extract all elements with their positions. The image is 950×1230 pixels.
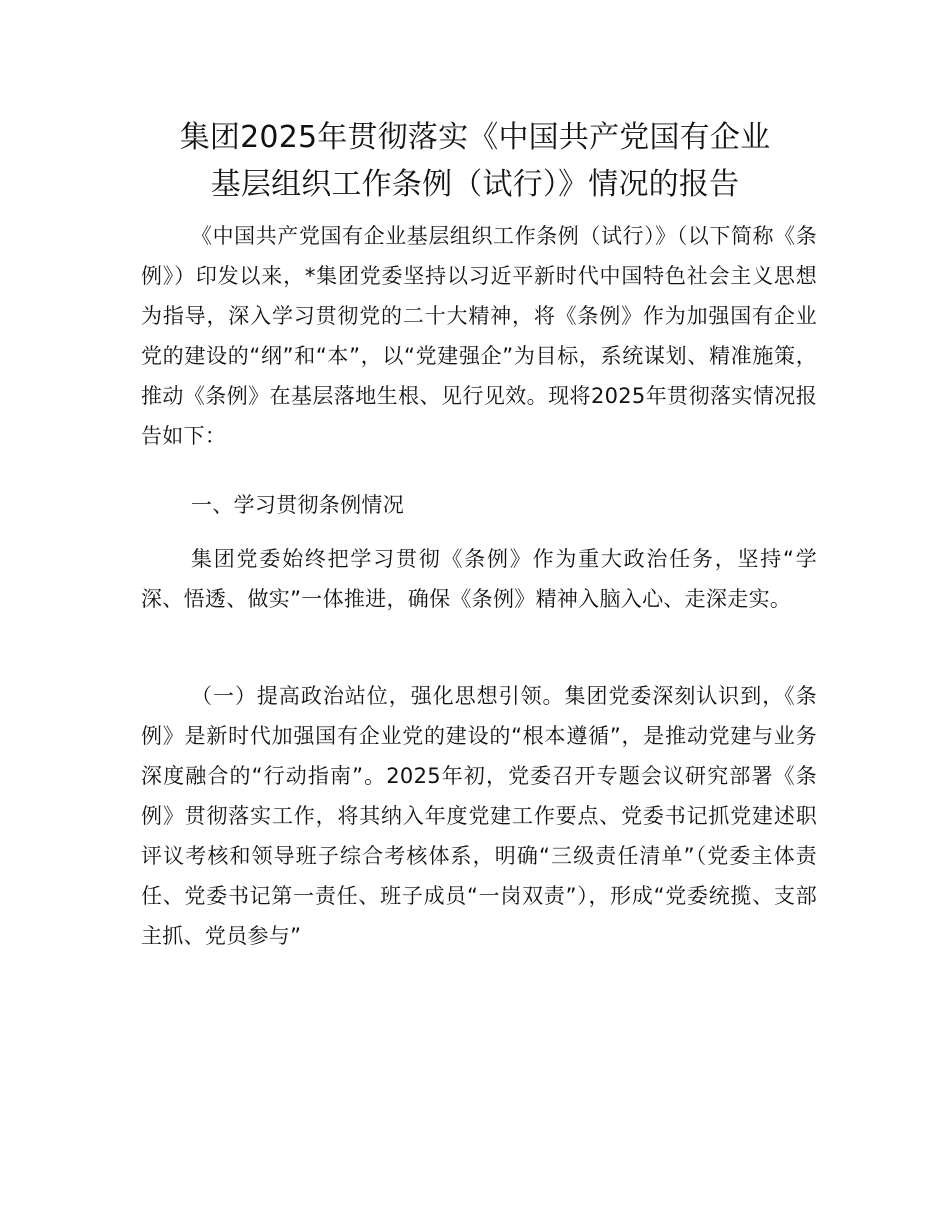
section-heading: 一、学习贯彻条例情况 — [191, 493, 404, 517]
document-title — [120, 114, 830, 208]
title-line-1: 集团2025年贯彻落实《中国共产党国有企业 — [179, 120, 771, 155]
paragraph-subsection-1: （一）提高政治站位，强化思想引领。集团党委深刻认识到，《条例》是新时代加强国有企业党的建设的“根本遵循”，是推动党建与业务深度融合的“行动指南”。2025年初，党委召开专题会议研究部署《条例》贯彻落实工作，将其纳入年度党建工作要点、党委书记抓党建述职评议考核和领导班子综合考核体系，明确“三级责任清单”（党委主体责任、党委书记第一责任、班子成员“一岗双责”），形成“党委统揽、支部主抓、党员参与” — [141, 684, 817, 948]
title-line-2: 基层组织工作条例（试行）》情况的报告 — [210, 167, 740, 202]
paragraph-intro: 《中国共产党国有企业基层组织工作条例（试行）》（以下简称《条例》）印发以来，*集团党委坚持以习近平新时代中国特色社会主义思想为指导，深入学习贯彻党的二十大精神，将《条例》作为加强国有企业党的建设的“纲”和“本”，以“党建强企”为目标，系统谋划、精准施策，推动《条例》在基层落地生根、见行见效。现将2025年贯彻落实情况报告如下： — [141, 224, 817, 448]
paragraph-section-summary: 集团党委始终把学习贯彻《条例》作为重大政治任务，坚持“学深、悟透、做实”一体推进，确保《条例》精神入脑入心、走深走实。 — [141, 547, 817, 611]
